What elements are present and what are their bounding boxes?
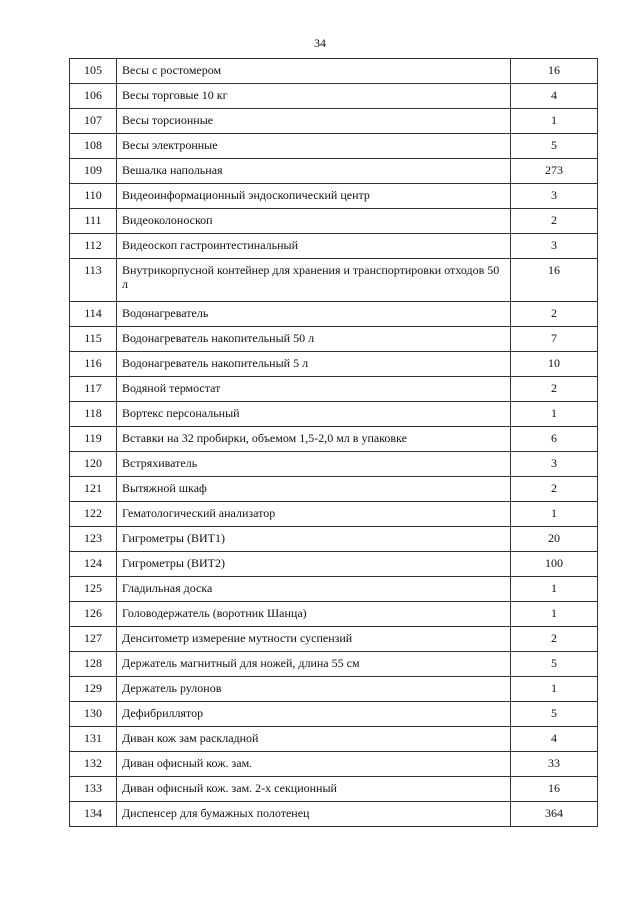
item-name-cell: Видеоинформационный эндоскопический центр bbox=[117, 184, 511, 209]
quantity-cell: 3 bbox=[511, 234, 598, 259]
row-number-cell: 134 bbox=[70, 802, 117, 827]
row-number-cell: 120 bbox=[70, 452, 117, 477]
item-name-cell: Головодержатель (воротник Шанца) bbox=[117, 602, 511, 627]
row-number-cell: 131 bbox=[70, 727, 117, 752]
quantity-cell: 4 bbox=[511, 727, 598, 752]
item-name-cell: Дефибриллятор bbox=[117, 702, 511, 727]
item-name-cell: Весы торсионные bbox=[117, 109, 511, 134]
quantity-cell: 20 bbox=[511, 527, 598, 552]
row-number-cell: 123 bbox=[70, 527, 117, 552]
quantity-cell: 1 bbox=[511, 402, 598, 427]
table-row bbox=[70, 702, 598, 727]
quantity-cell: 1 bbox=[511, 577, 598, 602]
quantity-cell: 273 bbox=[511, 159, 598, 184]
row-number-cell: 106 bbox=[70, 84, 117, 109]
row-number-cell: 133 bbox=[70, 777, 117, 802]
row-number-cell: 128 bbox=[70, 652, 117, 677]
item-name-cell: Водонагреватель накопительный 5 л bbox=[117, 352, 511, 377]
table-row bbox=[70, 134, 598, 159]
item-name-cell: Гематологический анализатор bbox=[117, 502, 511, 527]
row-number-cell: 119 bbox=[70, 427, 117, 452]
row-number-cell: 126 bbox=[70, 602, 117, 627]
quantity-cell: 3 bbox=[511, 184, 598, 209]
row-number-cell: 130 bbox=[70, 702, 117, 727]
row-number-cell: 111 bbox=[70, 209, 117, 234]
item-name-cell: Водонагреватель bbox=[117, 302, 511, 327]
table-row bbox=[70, 352, 598, 377]
row-number-cell: 113 bbox=[70, 259, 117, 302]
row-number-cell: 116 bbox=[70, 352, 117, 377]
quantity-cell: 7 bbox=[511, 327, 598, 352]
quantity-cell: 2 bbox=[511, 477, 598, 502]
table-row bbox=[70, 184, 598, 209]
quantity-cell: 2 bbox=[511, 377, 598, 402]
row-number-cell: 114 bbox=[70, 302, 117, 327]
item-name-cell: Весы электронные bbox=[117, 134, 511, 159]
table-body bbox=[70, 59, 598, 827]
table-row bbox=[70, 84, 598, 109]
table-row bbox=[70, 602, 598, 627]
row-number-cell: 108 bbox=[70, 134, 117, 159]
row-number-cell: 127 bbox=[70, 627, 117, 652]
item-name-cell: Денситометр измерение мутности суспензий bbox=[117, 627, 511, 652]
quantity-cell: 16 bbox=[511, 259, 598, 302]
item-name-cell: Диван офисный кож. зам. 2-х секционный bbox=[117, 777, 511, 802]
quantity-cell: 16 bbox=[511, 777, 598, 802]
item-name-cell: Внутрикорпусной контейнер для хранения и транспортировки отходов 50 л bbox=[117, 259, 511, 302]
table-row bbox=[70, 777, 598, 802]
item-name-cell: Весы с ростомером bbox=[117, 59, 511, 84]
table-row bbox=[70, 159, 598, 184]
table-row bbox=[70, 727, 598, 752]
quantity-cell: 1 bbox=[511, 602, 598, 627]
table-row bbox=[70, 752, 598, 777]
item-name-cell: Вытяжной шкаф bbox=[117, 477, 511, 502]
item-name-cell: Держатель магнитный для ножей, длина 55 см bbox=[117, 652, 511, 677]
quantity-cell: 5 bbox=[511, 652, 598, 677]
quantity-cell: 16 bbox=[511, 59, 598, 84]
quantity-cell: 1 bbox=[511, 109, 598, 134]
quantity-cell: 1 bbox=[511, 502, 598, 527]
table-row bbox=[70, 477, 598, 502]
quantity-cell: 100 bbox=[511, 552, 598, 577]
row-number-cell: 118 bbox=[70, 402, 117, 427]
quantity-cell: 2 bbox=[511, 209, 598, 234]
table-row bbox=[70, 402, 598, 427]
table-row bbox=[70, 209, 598, 234]
quantity-cell: 3 bbox=[511, 452, 598, 477]
item-name-cell: Держатель рулонов bbox=[117, 677, 511, 702]
quantity-cell: 1 bbox=[511, 677, 598, 702]
quantity-cell: 364 bbox=[511, 802, 598, 827]
row-number-cell: 117 bbox=[70, 377, 117, 402]
quantity-cell: 10 bbox=[511, 352, 598, 377]
quantity-cell: 6 bbox=[511, 427, 598, 452]
table-row bbox=[70, 577, 598, 602]
table-row bbox=[70, 109, 598, 134]
table-row bbox=[70, 327, 598, 352]
equipment-table bbox=[69, 58, 598, 827]
table-row bbox=[70, 552, 598, 577]
table-row bbox=[70, 377, 598, 402]
row-number-cell: 122 bbox=[70, 502, 117, 527]
table-row bbox=[70, 427, 598, 452]
table-row bbox=[70, 527, 598, 552]
row-number-cell: 132 bbox=[70, 752, 117, 777]
item-name-cell: Встряхиватель bbox=[117, 452, 511, 477]
row-number-cell: 110 bbox=[70, 184, 117, 209]
row-number-cell: 115 bbox=[70, 327, 117, 352]
item-name-cell: Диван кож зам раскладной bbox=[117, 727, 511, 752]
quantity-cell: 5 bbox=[511, 702, 598, 727]
table-row bbox=[70, 302, 598, 327]
page-number: 34 bbox=[314, 36, 326, 50]
row-number-cell: 121 bbox=[70, 477, 117, 502]
table-row bbox=[70, 59, 598, 84]
table-row bbox=[70, 452, 598, 477]
item-name-cell: Вортекс персональный bbox=[117, 402, 511, 427]
table-row bbox=[70, 677, 598, 702]
table-row bbox=[70, 652, 598, 677]
table-row bbox=[70, 502, 598, 527]
quantity-cell: 33 bbox=[511, 752, 598, 777]
row-number-cell: 109 bbox=[70, 159, 117, 184]
row-number-cell: 124 bbox=[70, 552, 117, 577]
table-row bbox=[70, 259, 598, 302]
item-name-cell: Видеоскоп гастроинтестинальный bbox=[117, 234, 511, 259]
quantity-cell: 2 bbox=[511, 627, 598, 652]
table-row bbox=[70, 627, 598, 652]
item-name-cell: Видеоколоноскоп bbox=[117, 209, 511, 234]
item-name-cell: Гладильная доска bbox=[117, 577, 511, 602]
item-name-cell: Весы торговые 10 кг bbox=[117, 84, 511, 109]
item-name-cell: Гигрометры (ВИТ1) bbox=[117, 527, 511, 552]
item-name-cell: Водяной термостат bbox=[117, 377, 511, 402]
item-name-cell: Гигрометры (ВИТ2) bbox=[117, 552, 511, 577]
item-name-cell: Диван офисный кож. зам. bbox=[117, 752, 511, 777]
row-number-cell: 125 bbox=[70, 577, 117, 602]
quantity-cell: 5 bbox=[511, 134, 598, 159]
item-name-cell: Вставки на 32 пробирки, объемом 1,5-2,0 мл в упаковке bbox=[117, 427, 511, 452]
table-row bbox=[70, 802, 598, 827]
quantity-cell: 2 bbox=[511, 302, 598, 327]
row-number-cell: 107 bbox=[70, 109, 117, 134]
row-number-cell: 105 bbox=[70, 59, 117, 84]
item-name-cell: Вешалка напольная bbox=[117, 159, 511, 184]
table-row bbox=[70, 234, 598, 259]
item-name-cell: Диспенсер для бумажных полотенец bbox=[117, 802, 511, 827]
row-number-cell: 112 bbox=[70, 234, 117, 259]
item-name-cell: Водонагреватель накопительный 50 л bbox=[117, 327, 511, 352]
row-number-cell: 129 bbox=[70, 677, 117, 702]
quantity-cell: 4 bbox=[511, 84, 598, 109]
